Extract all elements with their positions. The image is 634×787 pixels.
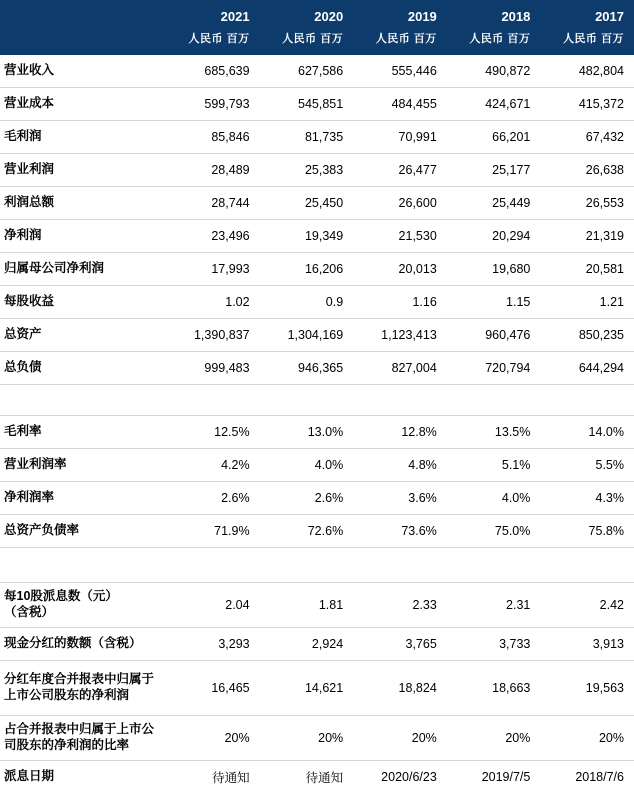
row-label: 净利润率 bbox=[0, 482, 166, 515]
row-value: 827,004 bbox=[353, 352, 447, 385]
table-row bbox=[0, 449, 634, 482]
table-row bbox=[0, 352, 634, 385]
row-label: 营业成本 bbox=[0, 88, 166, 121]
row-label: 营业利润率 bbox=[0, 449, 166, 482]
row-value: 67,432 bbox=[540, 121, 634, 154]
spacer-cell bbox=[0, 548, 634, 583]
row-value: 25,177 bbox=[447, 154, 541, 187]
table-row bbox=[0, 55, 634, 88]
row-value: 1.16 bbox=[353, 286, 447, 319]
row-value: 2020/6/23 bbox=[353, 761, 447, 787]
row-value: 4.2% bbox=[166, 449, 260, 482]
row-value: 21,319 bbox=[540, 220, 634, 253]
row-value: 13.0% bbox=[260, 416, 354, 449]
row-value: 3,765 bbox=[353, 628, 447, 661]
row-value: 2018/7/6 bbox=[540, 761, 634, 787]
table-row bbox=[0, 482, 634, 515]
row-value: 23,496 bbox=[166, 220, 260, 253]
row-value: 17,993 bbox=[166, 253, 260, 286]
table-row bbox=[0, 121, 634, 154]
row-value: 26,553 bbox=[540, 187, 634, 220]
row-value: 424,671 bbox=[447, 88, 541, 121]
table-row bbox=[0, 319, 634, 352]
row-value: 3,293 bbox=[166, 628, 260, 661]
row-value: 2.04 bbox=[166, 583, 260, 628]
row-value: 3.6% bbox=[353, 482, 447, 515]
row-value: 21,530 bbox=[353, 220, 447, 253]
table-row bbox=[0, 716, 634, 761]
row-value: 1,304,169 bbox=[260, 319, 354, 352]
table-row bbox=[0, 220, 634, 253]
row-value: 73.6% bbox=[353, 515, 447, 548]
row-value: 16,465 bbox=[166, 661, 260, 716]
table-spacer-row bbox=[0, 548, 634, 583]
row-value: 850,235 bbox=[540, 319, 634, 352]
row-value: 19,349 bbox=[260, 220, 354, 253]
row-value: 2.33 bbox=[353, 583, 447, 628]
row-value: 26,600 bbox=[353, 187, 447, 220]
row-value: 20% bbox=[540, 716, 634, 761]
row-value: 待通知 bbox=[260, 761, 354, 787]
table-header-years bbox=[0, 0, 634, 28]
row-value: 26,638 bbox=[540, 154, 634, 187]
table-row bbox=[0, 583, 634, 628]
row-label: 派息日期 bbox=[0, 761, 166, 787]
row-value: 685,639 bbox=[166, 55, 260, 88]
row-value: 1,390,837 bbox=[166, 319, 260, 352]
row-value: 25,449 bbox=[447, 187, 541, 220]
row-value: 2019/7/5 bbox=[447, 761, 541, 787]
row-label: 毛利润 bbox=[0, 121, 166, 154]
row-value: 1,123,413 bbox=[353, 319, 447, 352]
row-value: 20,581 bbox=[540, 253, 634, 286]
row-value: 946,365 bbox=[260, 352, 354, 385]
row-value: 20% bbox=[447, 716, 541, 761]
row-value: 14,621 bbox=[260, 661, 354, 716]
row-value: 1.02 bbox=[166, 286, 260, 319]
row-value: 75.0% bbox=[447, 515, 541, 548]
row-value: 20,013 bbox=[353, 253, 447, 286]
row-value: 19,563 bbox=[540, 661, 634, 716]
table-header-units bbox=[0, 28, 634, 55]
row-value: 1.15 bbox=[447, 286, 541, 319]
header-corner-cell bbox=[0, 0, 166, 28]
row-value: 28,744 bbox=[166, 187, 260, 220]
row-value: 5.5% bbox=[540, 449, 634, 482]
table-row bbox=[0, 416, 634, 449]
row-value: 599,793 bbox=[166, 88, 260, 121]
column-header-unit: 人民币 百万 bbox=[353, 28, 447, 55]
row-label: 分红年度合并报表中归属于上市公司股东的净利润 bbox=[0, 661, 166, 716]
row-value: 3,733 bbox=[447, 628, 541, 661]
column-header-unit: 人民币 百万 bbox=[447, 28, 541, 55]
row-value: 415,372 bbox=[540, 88, 634, 121]
column-header-unit: 人民币 百万 bbox=[260, 28, 354, 55]
table-row bbox=[0, 286, 634, 319]
row-value: 490,872 bbox=[447, 55, 541, 88]
table-row bbox=[0, 761, 634, 787]
row-value: 20% bbox=[166, 716, 260, 761]
row-value: 26,477 bbox=[353, 154, 447, 187]
row-value: 18,663 bbox=[447, 661, 541, 716]
row-value: 960,476 bbox=[447, 319, 541, 352]
column-header-year: 2018 bbox=[447, 0, 541, 28]
table-spacer-row bbox=[0, 385, 634, 416]
row-value: 2,924 bbox=[260, 628, 354, 661]
row-value: 85,846 bbox=[166, 121, 260, 154]
column-header-year: 2017 bbox=[540, 0, 634, 28]
column-header-year: 2021 bbox=[166, 0, 260, 28]
table-row bbox=[0, 253, 634, 286]
row-value: 2.6% bbox=[260, 482, 354, 515]
row-value: 16,206 bbox=[260, 253, 354, 286]
row-value: 484,455 bbox=[353, 88, 447, 121]
row-label: 营业利润 bbox=[0, 154, 166, 187]
row-label: 总负债 bbox=[0, 352, 166, 385]
row-value: 0.9 bbox=[260, 286, 354, 319]
row-value: 627,586 bbox=[260, 55, 354, 88]
header-corner-unit-cell bbox=[0, 28, 166, 55]
row-value: 3,913 bbox=[540, 628, 634, 661]
row-value: 66,201 bbox=[447, 121, 541, 154]
row-label: 每10股派息数（元） （含税） bbox=[0, 583, 166, 628]
row-value: 18,824 bbox=[353, 661, 447, 716]
row-value: 13.5% bbox=[447, 416, 541, 449]
row-value: 20% bbox=[353, 716, 447, 761]
row-value: 25,383 bbox=[260, 154, 354, 187]
row-value: 28,489 bbox=[166, 154, 260, 187]
row-value: 12.8% bbox=[353, 416, 447, 449]
row-value: 72.6% bbox=[260, 515, 354, 548]
row-value: 4.0% bbox=[260, 449, 354, 482]
row-label: 占合并报表中归属于上市公司股东的净利润的比率 bbox=[0, 716, 166, 761]
row-value: 2.42 bbox=[540, 583, 634, 628]
column-header-unit: 人民币 百万 bbox=[166, 28, 260, 55]
row-value: 2.6% bbox=[166, 482, 260, 515]
row-label: 归属母公司净利润 bbox=[0, 253, 166, 286]
row-value: 待通知 bbox=[166, 761, 260, 787]
row-value: 20,294 bbox=[447, 220, 541, 253]
table-row bbox=[0, 88, 634, 121]
table-row bbox=[0, 187, 634, 220]
row-value: 71.9% bbox=[166, 515, 260, 548]
column-header-year: 2020 bbox=[260, 0, 354, 28]
spacer-cell bbox=[0, 385, 634, 416]
row-value: 1.81 bbox=[260, 583, 354, 628]
row-value: 4.8% bbox=[353, 449, 447, 482]
row-value: 482,804 bbox=[540, 55, 634, 88]
row-value: 14.0% bbox=[540, 416, 634, 449]
row-value: 720,794 bbox=[447, 352, 541, 385]
row-value: 644,294 bbox=[540, 352, 634, 385]
row-label: 净利润 bbox=[0, 220, 166, 253]
row-label: 营业收入 bbox=[0, 55, 166, 88]
row-value: 2.31 bbox=[447, 583, 541, 628]
row-label: 现金分红的数额（含税） bbox=[0, 628, 166, 661]
row-value: 545,851 bbox=[260, 88, 354, 121]
row-value: 12.5% bbox=[166, 416, 260, 449]
column-header-unit: 人民币 百万 bbox=[540, 28, 634, 55]
row-value: 999,483 bbox=[166, 352, 260, 385]
table-row bbox=[0, 154, 634, 187]
row-value: 1.21 bbox=[540, 286, 634, 319]
row-value: 4.3% bbox=[540, 482, 634, 515]
row-value: 555,446 bbox=[353, 55, 447, 88]
row-label: 总资产 bbox=[0, 319, 166, 352]
column-header-year: 2019 bbox=[353, 0, 447, 28]
row-label: 总资产负债率 bbox=[0, 515, 166, 548]
row-value: 4.0% bbox=[447, 482, 541, 515]
row-label: 利润总额 bbox=[0, 187, 166, 220]
row-value: 19,680 bbox=[447, 253, 541, 286]
row-value: 81,735 bbox=[260, 121, 354, 154]
row-value: 25,450 bbox=[260, 187, 354, 220]
row-value: 5.1% bbox=[447, 449, 541, 482]
row-label: 毛利率 bbox=[0, 416, 166, 449]
row-value: 75.8% bbox=[540, 515, 634, 548]
row-value: 70,991 bbox=[353, 121, 447, 154]
table-row bbox=[0, 661, 634, 716]
table-row bbox=[0, 515, 634, 548]
row-label: 每股收益 bbox=[0, 286, 166, 319]
row-value: 20% bbox=[260, 716, 354, 761]
table-row bbox=[0, 628, 634, 661]
